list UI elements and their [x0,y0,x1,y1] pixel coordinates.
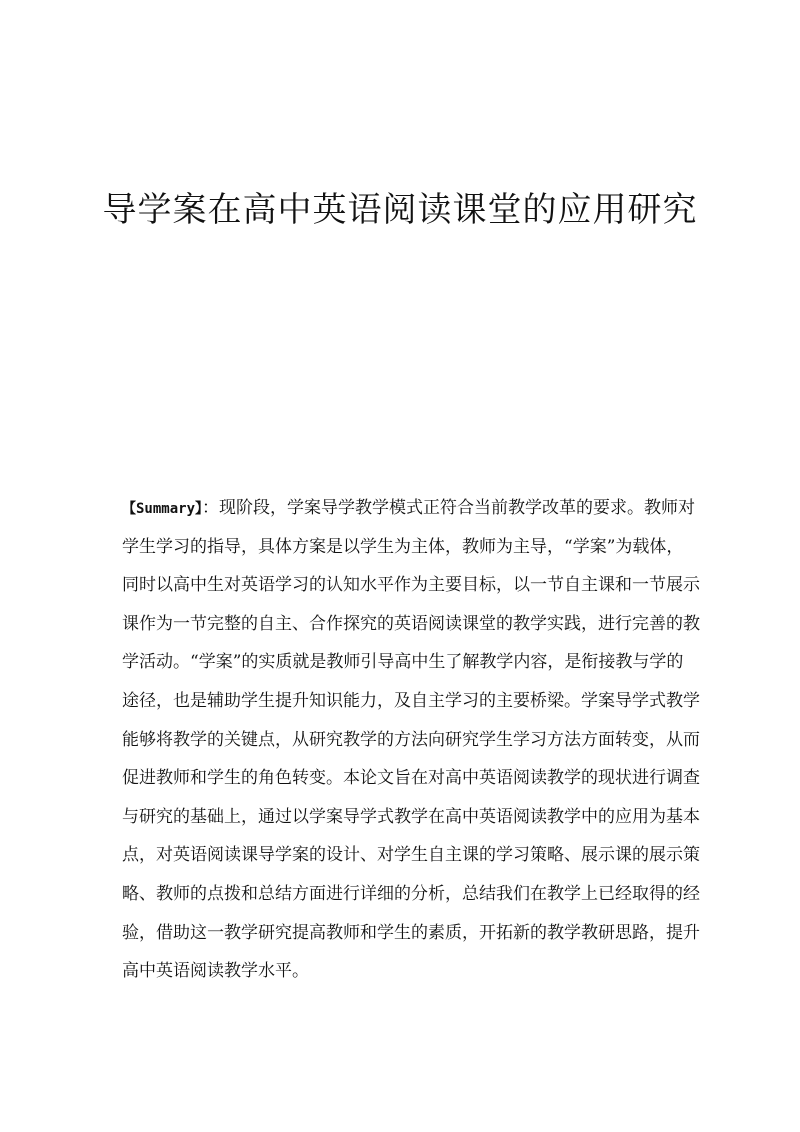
abstract-line: 略、教师的点拨和总结方面进行详细的分析，总结我们在教学上已经取得的经 [122,883,700,904]
summary-label: 【Summary】 [122,501,203,517]
abstract-line: 学生学习的指导，具体方案是以学生为主体，教师为主导，“学案”为载体， [122,536,684,557]
abstract-line: 学活动。“学案”的实质就是教师引导高中生了解教学内容，是衔接教与学的 [122,652,684,673]
abstract-first-line-text: ：现阶段，学案导学教学模式正符合当前教学改革的要求。教师对 [202,498,696,518]
abstract-line: 高中英语阅读教学水平。 [122,961,309,982]
abstract-line: 能够将教学的关键点，从研究教学的方法向研究学生学习方法方面转变，从而 [122,729,700,750]
abstract-line: 促进教师和学生的角色转变。本论文旨在对高中英语阅读教学的现状进行调查 [122,768,700,789]
abstract-line: 验，借助这一教学研究提高教师和学生的素质，开拓新的教学教研思路，提升 [122,922,700,943]
abstract-line [122,493,696,532]
abstract-line: 与研究的基础上，通过以学案导学式教学在高中英语阅读教学中的应用为基本 [122,806,700,827]
abstract-line: 途径，也是辅助学生提升知识能力，及自主学习的主要桥梁。学案导学式教学 [122,690,700,711]
abstract-line: 点，对英语阅读课导学案的设计、对学生自主课的学习策略、展示课的展示策 [122,845,700,866]
abstract-line: 课作为一节完整的自主、合作探究的英语阅读课堂的教学实践，进行完善的教 [122,613,700,634]
abstract-block [122,493,700,995]
abstract-line: 同时以高中生对英语学习的认知水平作为主要目标，以一节自主课和一节展示 [122,575,700,596]
document-title: 导学案在高中英语阅读课堂的应用研究 [102,190,698,230]
